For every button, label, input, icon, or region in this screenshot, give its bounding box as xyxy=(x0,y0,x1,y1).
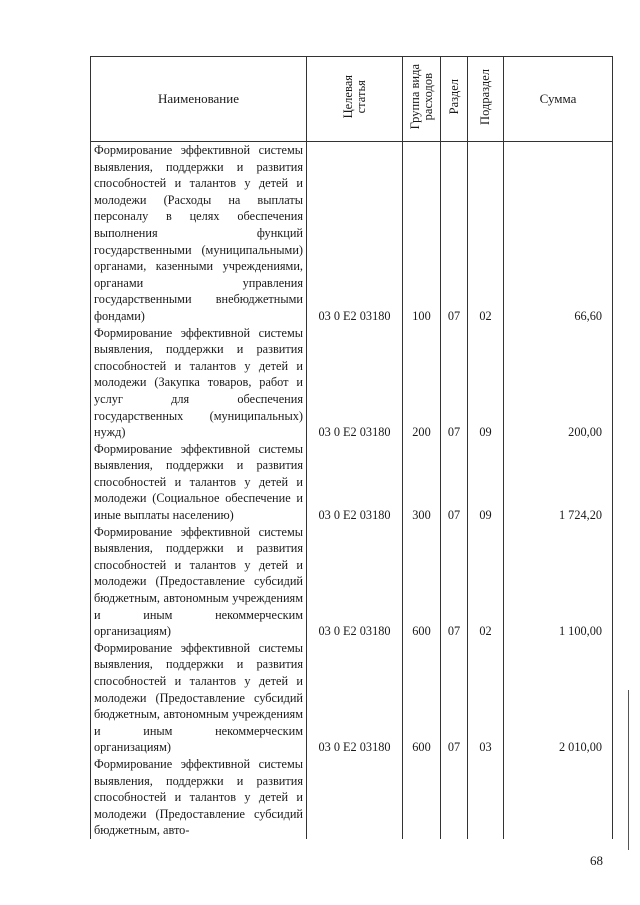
row-section: 07 xyxy=(441,640,468,756)
row-subsection xyxy=(468,756,504,839)
header-section xyxy=(441,57,468,142)
row-subsection: 09 xyxy=(468,325,504,441)
row-name: Формирование эффективной системы выявления, поддержки и развития способностей и талантов у детей и молодежи (Расходы на выплаты персоналу в целях обеспечения выполнения функций государственными (муниципальными) органами, казенными учреждениями, органами управления государственными внебюджетными фондами) xyxy=(91,142,307,325)
header-subsection-label: Подраздел xyxy=(478,68,492,125)
row-section: 07 xyxy=(441,325,468,441)
header-name: Наименование xyxy=(91,57,307,142)
header-row xyxy=(91,57,613,142)
page-number: 68 xyxy=(590,853,603,868)
row-name: Формирование эффективной системы выявления, поддержки и развития способностей и талантов у детей и молодежи (Предоставление субсидий бюджетным, автономным учреждениям и иным некоммерческим организациям) xyxy=(91,524,307,640)
header-target-line1: Целевая xyxy=(340,75,355,119)
table-row xyxy=(91,441,613,524)
row-expense-group: 600 xyxy=(403,640,441,756)
table-row xyxy=(91,524,613,640)
header-expense-line1: Группа вида xyxy=(407,64,422,130)
row-subsection: 02 xyxy=(468,142,504,325)
row-subsection: 02 xyxy=(468,524,504,640)
row-sum: 66,60 xyxy=(504,142,613,325)
table-row xyxy=(91,756,613,839)
row-target-article: 03 0 Е2 03180 xyxy=(307,640,403,756)
row-target-article: 03 0 Е2 03180 xyxy=(307,142,403,325)
row-expense-group: 100 xyxy=(403,142,441,325)
row-expense-group: 300 xyxy=(403,441,441,524)
table-row xyxy=(91,325,613,441)
row-name: Формирование эффективной системы выявления, поддержки и развития способностей и талантов у детей и молодежи (Предоставление субсидий бюджетным, автономным учреждениям и иным некоммерческим организациям) xyxy=(91,640,307,756)
header-target-article xyxy=(307,57,403,142)
row-sum: 200,00 xyxy=(504,325,613,441)
row-expense-group: 600 xyxy=(403,524,441,640)
budget-table xyxy=(90,56,613,839)
table-row xyxy=(91,142,613,325)
table-row xyxy=(91,640,613,756)
header-sum: Сумма xyxy=(504,57,613,142)
row-section: 07 xyxy=(441,142,468,325)
header-subsection xyxy=(468,57,504,142)
header-expense-line2: расходов xyxy=(420,73,435,121)
header-section-label: Раздел xyxy=(446,79,461,115)
row-sum xyxy=(504,756,613,839)
row-target-article: 03 0 Е2 03180 xyxy=(307,441,403,524)
row-section xyxy=(441,756,468,839)
row-name: Формирование эффективной системы выявления, поддержки и развития способностей и талантов у детей и молодежи (Закупка товаров, работ и услуг для обеспечения государственных (муниципальных) нужд) xyxy=(91,325,307,441)
row-name: Формирование эффективной системы выявления, поддержки и развития способностей и талантов у детей и молодежи (Предоставление субсидий бюджетным, авто- xyxy=(91,756,307,839)
row-section: 07 xyxy=(441,524,468,640)
row-sum: 2 010,00 xyxy=(504,640,613,756)
row-subsection: 09 xyxy=(468,441,504,524)
row-sum: 1 724,20 xyxy=(504,441,613,524)
row-expense-group: 200 xyxy=(403,325,441,441)
row-expense-group xyxy=(403,756,441,839)
row-name: Формирование эффективной системы выявления, поддержки и развития способностей и талантов у детей и молодежи (Социальное обеспечение и иные выплаты населению) xyxy=(91,441,307,524)
row-sum: 1 100,00 xyxy=(504,524,613,640)
row-section: 07 xyxy=(441,441,468,524)
header-target-line2: статья xyxy=(353,80,368,114)
row-target-article: 03 0 Е2 03180 xyxy=(307,325,403,441)
row-subsection: 03 xyxy=(468,640,504,756)
row-target-article xyxy=(307,756,403,839)
row-target-article: 03 0 Е2 03180 xyxy=(307,524,403,640)
header-expense-group xyxy=(403,57,441,142)
scan-edge-mark xyxy=(628,690,629,850)
